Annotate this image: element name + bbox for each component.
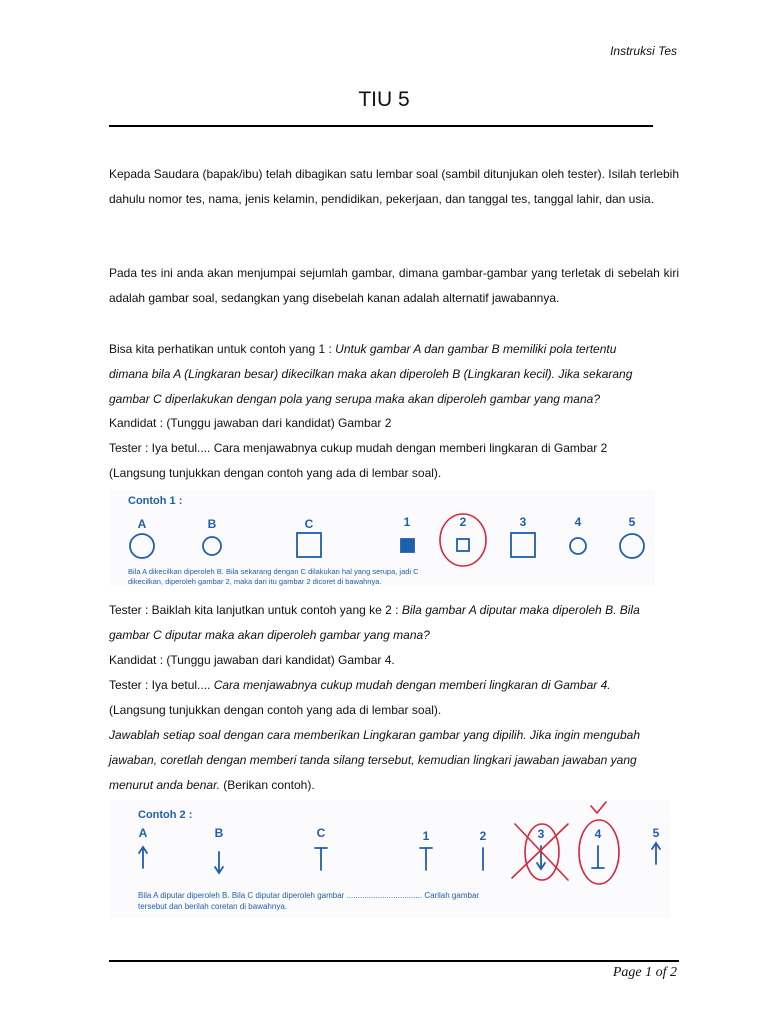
page-title: TIU 5 — [358, 88, 410, 111]
title-divider — [109, 125, 653, 127]
example2-line2: gambar C diputar maka akan diperoleh gambar yang mana? — [109, 628, 430, 642]
figure2-label-b: B — [214, 826, 224, 840]
figure1-label-1: 1 — [403, 515, 411, 529]
figure2-caption-line2: tersebut dan berilah coretan di bawahnya. — [138, 902, 287, 911]
example2-tester1-italic: Bila gambar A diputar maka diperoleh B. Bila — [401, 603, 640, 617]
figure2-background — [110, 800, 670, 918]
figure1-label-2: 2 — [459, 515, 467, 529]
example2-tester2 — [109, 673, 684, 698]
figure1-option-1 — [401, 539, 414, 552]
figure2-label-5: 5 — [652, 826, 660, 840]
paragraph-description: Pada tes ini anda akan menjumpai sejumlah gambar, dimana gambar-gambar yang terletak di sebelah kiri adalah gambar soal, sedangkan yang disebelah kanan adalah alternatif jawabannya. — [109, 266, 679, 305]
figure2-label-c: C — [316, 826, 326, 840]
example1-intro-italic: Untuk gambar A dan gambar B memiliki pola tertentu — [335, 342, 617, 356]
figure1-label-b: B — [207, 517, 217, 531]
figure2-label-2: 2 — [479, 829, 487, 843]
figure-contoh-1 — [110, 490, 655, 586]
figure2-title: Contoh 2 : — [138, 809, 193, 821]
figure1-label-a: A — [137, 517, 147, 531]
figure1-label-c: C — [304, 517, 314, 531]
figure1-title: Contoh 1 : — [128, 495, 183, 507]
paragraph-instructions: Kepada Saudara (bapak/ibu) telah dibagikan satu lembar soal (sambil ditunjukan oleh tester). Isilah terlebih dahulu nomor tes, nama, jenis kelamin, pendidikan, pekerjaan, dan tanggal tes, tanggal lahir, dan usia. — [109, 167, 679, 206]
example2-tester1-text: Tester : Baiklah kita lanjutkan untuk contoh yang ke 2 : — [109, 603, 402, 617]
example1-intro — [109, 337, 684, 362]
example2-tester2-text: Tester : Iya betul.... — [109, 678, 214, 692]
example2-tester1 — [109, 598, 684, 623]
figure1-label-4: 4 — [574, 515, 582, 529]
example1-tester: Tester : Iya betul.... Cara menjawabnya cukup mudah dengan memberi lingkaran di Gambar 2 — [109, 441, 608, 455]
example1-line2: dimana bila A (Lingkaran besar) dikecilkan maka akan diperoleh B (Lingkaran kecil). Jika sekarang — [109, 367, 633, 381]
page-number: Page 1 of 2 — [612, 965, 677, 980]
figure2-label-1: 1 — [422, 829, 430, 843]
example2-kandidat: Kandidat : (Tunggu jawaban dari kandidat) Gambar 4. — [109, 653, 395, 667]
figure2-label-a: A — [138, 826, 148, 840]
figure1-label-3: 3 — [519, 515, 527, 529]
answer-instructions-line2: jawaban, coretlah dengan memberi tanda silang tersebut, kemudian lingkari jawaban jawaban yang — [109, 753, 637, 767]
example1-line3: gambar C diperlakukan dengan pola yang serupa maka akan diperoleh gambar yang mana? — [109, 392, 600, 406]
figure1-caption-line2: dikecilkan, diperoleh gambar 2, maka dari itu gambar 2 dicoret di bawahnya. — [128, 577, 382, 586]
example1-kandidat: Kandidat : (Tunggu jawaban dari kandidat) Gambar 2 — [109, 416, 392, 430]
answer-instructions-italic: menurut anda benar. — [109, 778, 220, 792]
answer-instructions-line1: Jawablah setiap soal dengan cara memberikan Lingkaran gambar yang dipilih. Jika ingin mengubah — [109, 728, 640, 742]
example1-langsung: (Langsung tunjukkan dengan contoh yang ada di lembar soal). — [109, 466, 442, 480]
example2-tester2-italic: Cara menjawabnya cukup mudah dengan memberi lingkaran di Gambar 4. — [213, 678, 611, 692]
answer-instructions-line3 — [109, 773, 684, 798]
figure1-label-5: 5 — [628, 515, 636, 529]
figure2-caption-line1: Bila A diputar diperoleh B. Bila C diputar diperoleh gambar .................................. Carilah gambar — [138, 891, 480, 900]
answer-instructions-note: (Berikan contoh). — [219, 778, 315, 792]
figure2-label-4: 4 — [594, 827, 602, 841]
header-title: Instruksi Tes — [610, 44, 677, 58]
footer-divider — [109, 960, 679, 962]
example1-intro-text: Bisa kita perhatikan untuk contoh yang 1 : — [109, 342, 336, 356]
figure1-caption-line1: Bila A dikecilkan diperoleh B. Bila sekarang dengan C dilakukan hal yang serupa, jadi C — [128, 567, 419, 576]
figure2-label-3: 3 — [537, 827, 545, 841]
example2-langsung: (Langsung tunjukkan dengan contoh yang ada di lembar soal). — [109, 703, 442, 717]
figure-contoh-2 — [110, 800, 670, 918]
